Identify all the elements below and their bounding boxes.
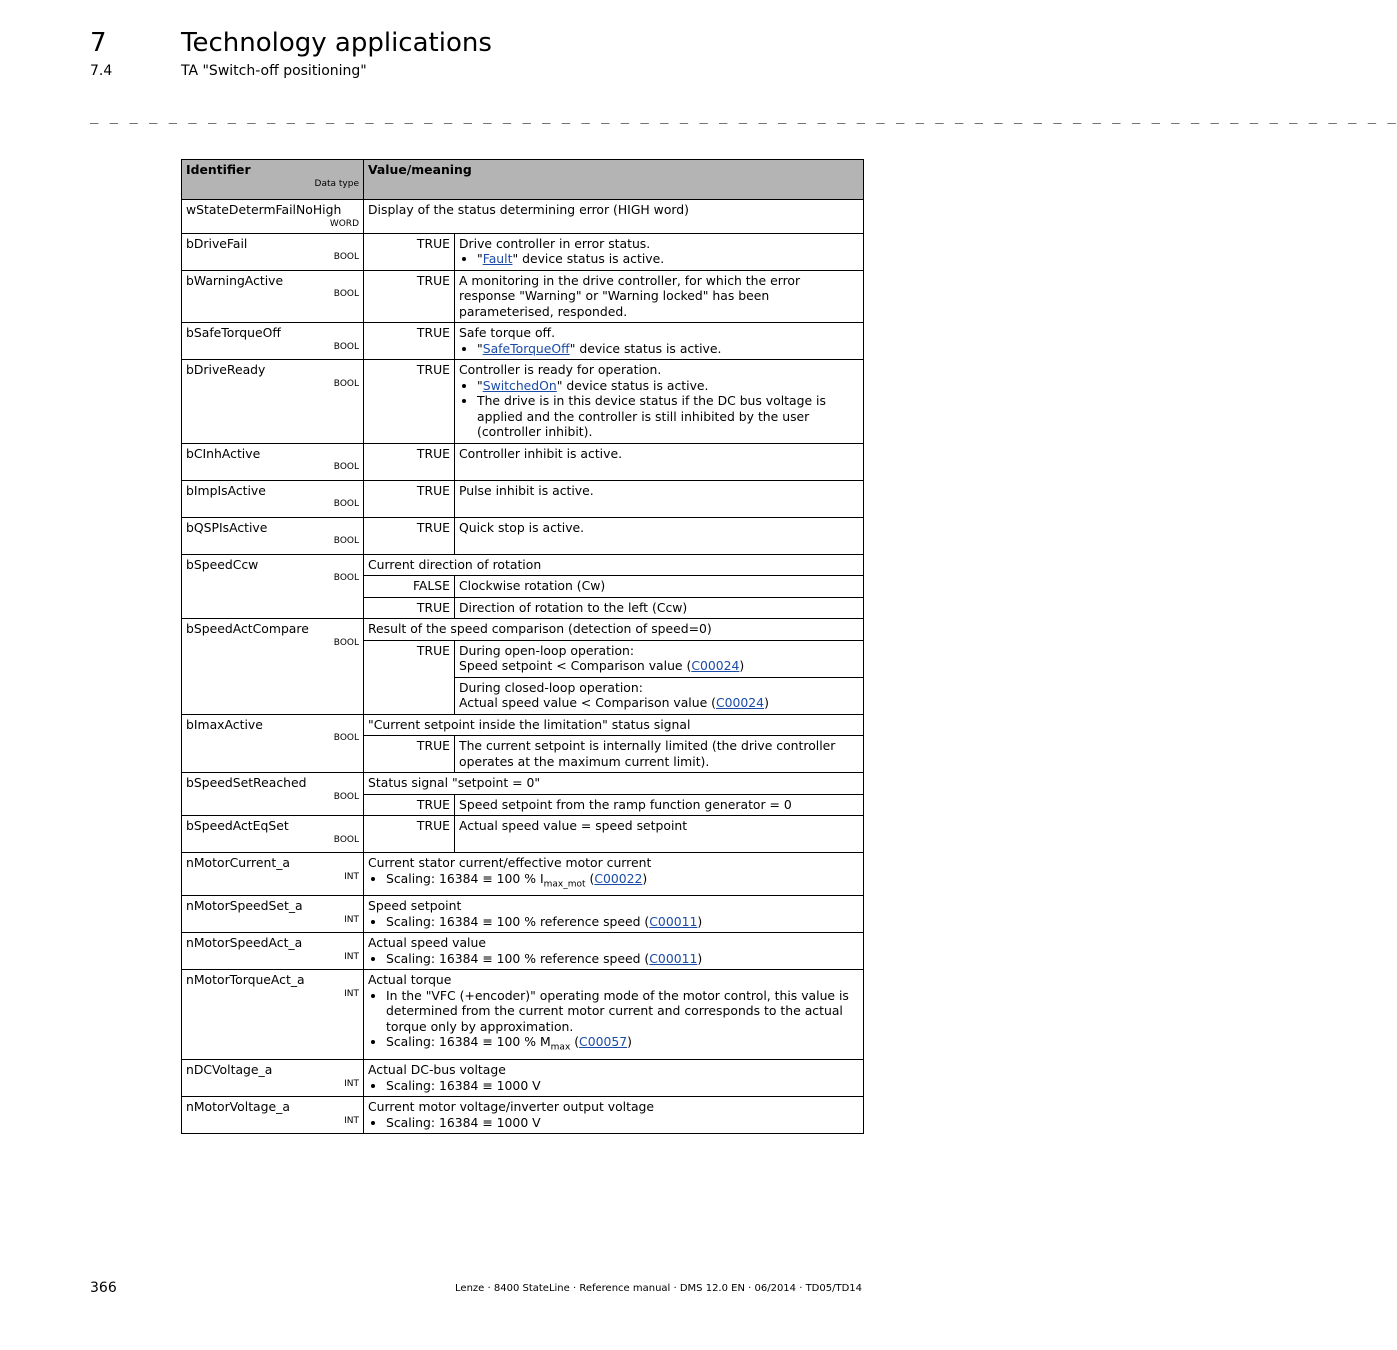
identifier-cell: [182, 853, 364, 896]
identifier-cell: [182, 323, 364, 360]
link-c00057[interactable]: C00057: [579, 1034, 628, 1050]
page-number: 366: [90, 1280, 117, 1296]
value-cell: TRUE: [364, 323, 455, 360]
header-divider: _ _ _ _ _ _ _ _ _ _ _ _ _ _ _ _ _ _ _ _ _ _ _ _ _ _ _ _ _ _ _ _ _ _ _ _ _ _ _ _ _ _ _ _ _ _ _ _ _ _ _ _ _ _ _ _ _ _ _ _ _ _ _ _ _ _ _: [90, 108, 1397, 124]
header-datatype-label: Data type: [314, 178, 359, 189]
identifier: bDriveReady: [186, 362, 266, 377]
identifier: bWarningActive: [186, 272, 284, 288]
value-cell: TRUE: [364, 597, 455, 619]
table-row: [182, 517, 864, 554]
identifier: nMotorCurrent_a: [186, 855, 290, 870]
bullet-item: [477, 378, 859, 394]
text-fragment: ": [477, 340, 483, 356]
identifier-cell: [182, 517, 364, 554]
data-type: INT: [344, 914, 359, 925]
bullet-list: [368, 1078, 859, 1094]
text-fragment: " device status is active.: [512, 251, 665, 266]
data-type: INT: [344, 1078, 359, 1089]
data-type: BOOL: [333, 791, 359, 802]
data-type: BOOL: [333, 378, 359, 389]
description: "Current setpoint inside the limitation" status signal: [364, 714, 864, 736]
bullet-item: [386, 871, 859, 893]
link-c00024[interactable]: C00024: [691, 658, 740, 673]
text-fragment: ): [697, 950, 703, 966]
meaning-text: Controller is ready for operation.: [459, 362, 662, 377]
table-header: [182, 160, 864, 200]
identifier-cell: [182, 933, 364, 970]
value-cell: FALSE: [364, 576, 455, 598]
data-type: BOOL: [333, 252, 359, 262]
identifier: bImpIsActive: [186, 482, 266, 498]
meaning-cell: Direction of rotation to the left (Ccw): [455, 597, 864, 619]
bullet-item: • Scaling: 16384 ≡ 1000 V: [386, 1078, 859, 1094]
description: Result of the speed comparison (detection of speed=0): [364, 619, 864, 641]
table-row: [182, 443, 864, 480]
identifier: nMotorTorqueAct_a: [186, 972, 305, 988]
link-fault[interactable]: Fault: [482, 251, 513, 266]
table-row: [182, 323, 864, 360]
meaning-text: Current stator current/effective motor current: [368, 855, 652, 870]
chapter-number: 7: [90, 28, 107, 58]
bullet-list: [459, 251, 859, 267]
header-value: Value/meaning: [364, 160, 864, 200]
data-type: BOOL: [333, 499, 359, 509]
value-cell: TRUE: [364, 640, 455, 714]
value-cell: TRUE: [364, 517, 455, 554]
meaning-cell: [455, 677, 864, 714]
meaning-text: Drive controller in error status.: [459, 235, 651, 251]
data-type: BOOL: [333, 637, 359, 648]
identifier: nMotorSpeedSet_a: [186, 898, 303, 914]
text-fragment: Scaling: 16384 ≡ 100 % I: [386, 870, 544, 886]
text-fragment: (: [585, 870, 595, 886]
data-type: INT: [344, 871, 359, 882]
identifier-cell: [182, 554, 364, 619]
identifier-cell: [182, 970, 364, 1060]
identifier-cell: [182, 896, 364, 933]
meaning-text: Actual speed value: [368, 935, 486, 951]
data-type: BOOL: [333, 834, 359, 845]
table-row: [182, 970, 864, 1060]
meaning-cell: [455, 360, 864, 444]
identifier-cell: [182, 1060, 364, 1097]
bullet-item: • Scaling: 16384 ≡ 1000 V: [386, 1115, 859, 1131]
identifier-cell: [182, 270, 364, 323]
text-fragment: " device status is active.: [569, 340, 722, 356]
description: Display of the status determining error (HIGH word): [364, 200, 864, 234]
description: Current direction of rotation: [364, 554, 864, 576]
bullet-item: [386, 951, 859, 967]
table-row: [182, 816, 864, 853]
table-row: [182, 714, 864, 736]
text-fragment: ): [627, 1034, 632, 1050]
meaning-cell: Clockwise rotation (Cw): [455, 576, 864, 598]
identifier-cell: [182, 233, 364, 270]
text-fragment: ": [477, 377, 483, 393]
table-row: [182, 200, 864, 234]
meaning-text: Actual torque: [368, 972, 452, 988]
value-cell: TRUE: [364, 443, 455, 480]
bullet-list: [368, 988, 859, 1056]
meaning-cell: [455, 323, 864, 360]
bullet-list: [368, 914, 859, 930]
section-number: 7.4: [90, 63, 113, 79]
table-row: [182, 896, 864, 933]
meaning-cell: The current setpoint is internally limited (the drive controller operates at the maximum current limit).: [455, 736, 864, 773]
table-row: [182, 1060, 864, 1097]
data-type: WORD: [329, 218, 359, 229]
meaning-cell: [455, 640, 864, 677]
data-type: BOOL: [333, 536, 359, 546]
subscript: max_mot: [543, 878, 586, 889]
identifier-cell: [182, 619, 364, 715]
data-type: INT: [344, 951, 359, 962]
description: [364, 970, 864, 1060]
identifier: nMotorVoltage_a: [186, 1099, 290, 1115]
subscript: max: [550, 1042, 571, 1053]
meaning-cell: Actual speed value = speed setpoint: [455, 816, 864, 853]
bullet-list: [368, 1115, 859, 1131]
table-row: [182, 360, 864, 444]
description: [364, 1060, 864, 1097]
bullet-item: [477, 251, 859, 267]
table-row: [182, 480, 864, 517]
identifier: bSpeedSetReached: [186, 775, 307, 790]
header-identifier-label: Identifier: [186, 162, 251, 177]
description: [364, 853, 864, 896]
text-fragment: Scaling: 16384 ≡ 100 % M: [386, 1034, 551, 1050]
identifier-cell: [182, 714, 364, 773]
bullet-list: [368, 871, 859, 893]
identifier: bSafeTorqueOff: [186, 325, 281, 340]
text-fragment: Actual speed value < Comparison value (: [459, 695, 716, 710]
identifier-cell: [182, 1097, 364, 1134]
value-cell: TRUE: [364, 736, 455, 773]
footer-text: Lenze · 8400 StateLine · Reference manual · DMS 12.0 EN · 06/2014 · TD05/TD14: [455, 1283, 862, 1294]
bullet-list: [459, 341, 859, 357]
description: Status signal "setpoint = 0": [364, 773, 864, 795]
meaning-text: Safe torque off.: [459, 325, 556, 340]
data-type: BOOL: [333, 462, 359, 472]
link-switchedon[interactable]: SwitchedOn: [482, 377, 557, 393]
text-fragment: ": [477, 251, 483, 266]
bullet-item: [477, 341, 859, 357]
value-cell: TRUE: [364, 270, 455, 323]
description: [364, 1097, 864, 1134]
identifier-cell: [182, 443, 364, 480]
data-type: BOOL: [333, 733, 359, 743]
text-fragment: " device status is active.: [556, 377, 709, 393]
data-type: INT: [344, 1115, 359, 1126]
text-fragment: ): [739, 658, 745, 673]
description: [364, 896, 864, 933]
description: [364, 933, 864, 970]
identifier: bSpeedActEqSet: [186, 818, 289, 833]
bullet-item: [386, 1034, 859, 1056]
identifier-cell: [182, 360, 364, 444]
data-type: BOOL: [333, 289, 359, 299]
identifier: bCInhActive: [186, 445, 261, 461]
identifier: nDCVoltage_a: [186, 1062, 273, 1078]
text-fragment: Scaling: 16384 ≡ 100 % reference speed (: [386, 950, 650, 966]
bullet-list: [459, 378, 859, 440]
meaning-text: During open-loop operation:: [459, 642, 635, 658]
meaning-cell: Speed setpoint from the ramp function generator = 0: [455, 794, 864, 816]
table-row: [182, 554, 864, 576]
table-row: [182, 233, 864, 270]
value-cell: TRUE: [364, 794, 455, 816]
identifier: bDriveFail: [186, 235, 248, 251]
header-identifier: [182, 160, 364, 200]
bullet-item: • In the "VFC (+encoder)" operating mode of the motor control, this value is determined from the current motor current and corresponds to the actual torque only by approximation.: [386, 988, 859, 1035]
bullet-item: • The drive is in this device status if the DC bus voltage is applied and the controller is still inhibited by the user (controller inhibit).: [477, 393, 859, 440]
table-row: [182, 933, 864, 970]
meaning-text: During closed-loop operation:: [459, 679, 643, 695]
table-row: [182, 773, 864, 795]
data-type: BOOL: [333, 341, 359, 352]
table-row: [182, 853, 864, 896]
text-fragment: Scaling: 16384 ≡ 100 % reference speed (: [386, 913, 650, 929]
text-fragment: ): [697, 913, 703, 929]
meaning-cell: Quick stop is active.: [455, 517, 864, 554]
data-type: BOOL: [333, 573, 359, 583]
meaning-cell: Pulse inhibit is active.: [455, 480, 864, 517]
identifier: bImaxActive: [186, 716, 263, 732]
identifier: wStateDetermFailNoHigh: [186, 202, 342, 217]
link-c00024[interactable]: C00024: [715, 695, 765, 710]
table-row: [182, 270, 864, 323]
identifier-cell: [182, 480, 364, 517]
bullet-item: [386, 914, 859, 930]
value-cell: TRUE: [364, 480, 455, 517]
identifier: bSpeedActCompare: [186, 621, 309, 636]
chapter-title: Technology applications: [181, 28, 492, 58]
meaning-text: Current motor voltage/inverter output voltage: [368, 1099, 655, 1115]
section-title: TA "Switch-off positioning": [181, 63, 367, 79]
link-c00011[interactable]: C00011: [649, 913, 698, 929]
identifier: nMotorSpeedAct_a: [186, 935, 303, 951]
data-type: INT: [344, 988, 359, 999]
value-cell: TRUE: [364, 816, 455, 853]
identifier-cell: [182, 816, 364, 853]
meaning-cell: Controller inhibit is active.: [455, 443, 864, 480]
text-fragment: Speed setpoint < Comparison value (: [459, 658, 692, 673]
text-fragment: (: [570, 1034, 580, 1050]
text-fragment: ): [642, 870, 648, 886]
meaning-cell: [455, 233, 864, 270]
meaning-cell: A monitoring in the drive controller, for which the error response "Warning" or "Warning locked" has been parameterised, responded.: [455, 270, 864, 323]
identifier: bQSPIsActive: [186, 519, 268, 535]
link-safetorqueoff[interactable]: SafeTorqueOff: [482, 340, 570, 356]
link-c00011[interactable]: C00011: [649, 950, 698, 966]
table-row: [182, 619, 864, 641]
meaning-text: Actual DC-bus voltage: [368, 1062, 506, 1078]
value-cell: TRUE: [364, 233, 455, 270]
identifier-cell: [182, 200, 364, 234]
text-fragment: ): [764, 695, 769, 710]
identifier-cell: [182, 773, 364, 816]
signal-table: [181, 159, 864, 1134]
value-cell: TRUE: [364, 360, 455, 444]
identifier: bSpeedCcw: [186, 556, 259, 572]
table-row: [182, 1097, 864, 1134]
meaning-text: Speed setpoint: [368, 898, 462, 914]
link-c00022[interactable]: C00022: [594, 870, 643, 886]
bullet-list: [368, 951, 859, 967]
